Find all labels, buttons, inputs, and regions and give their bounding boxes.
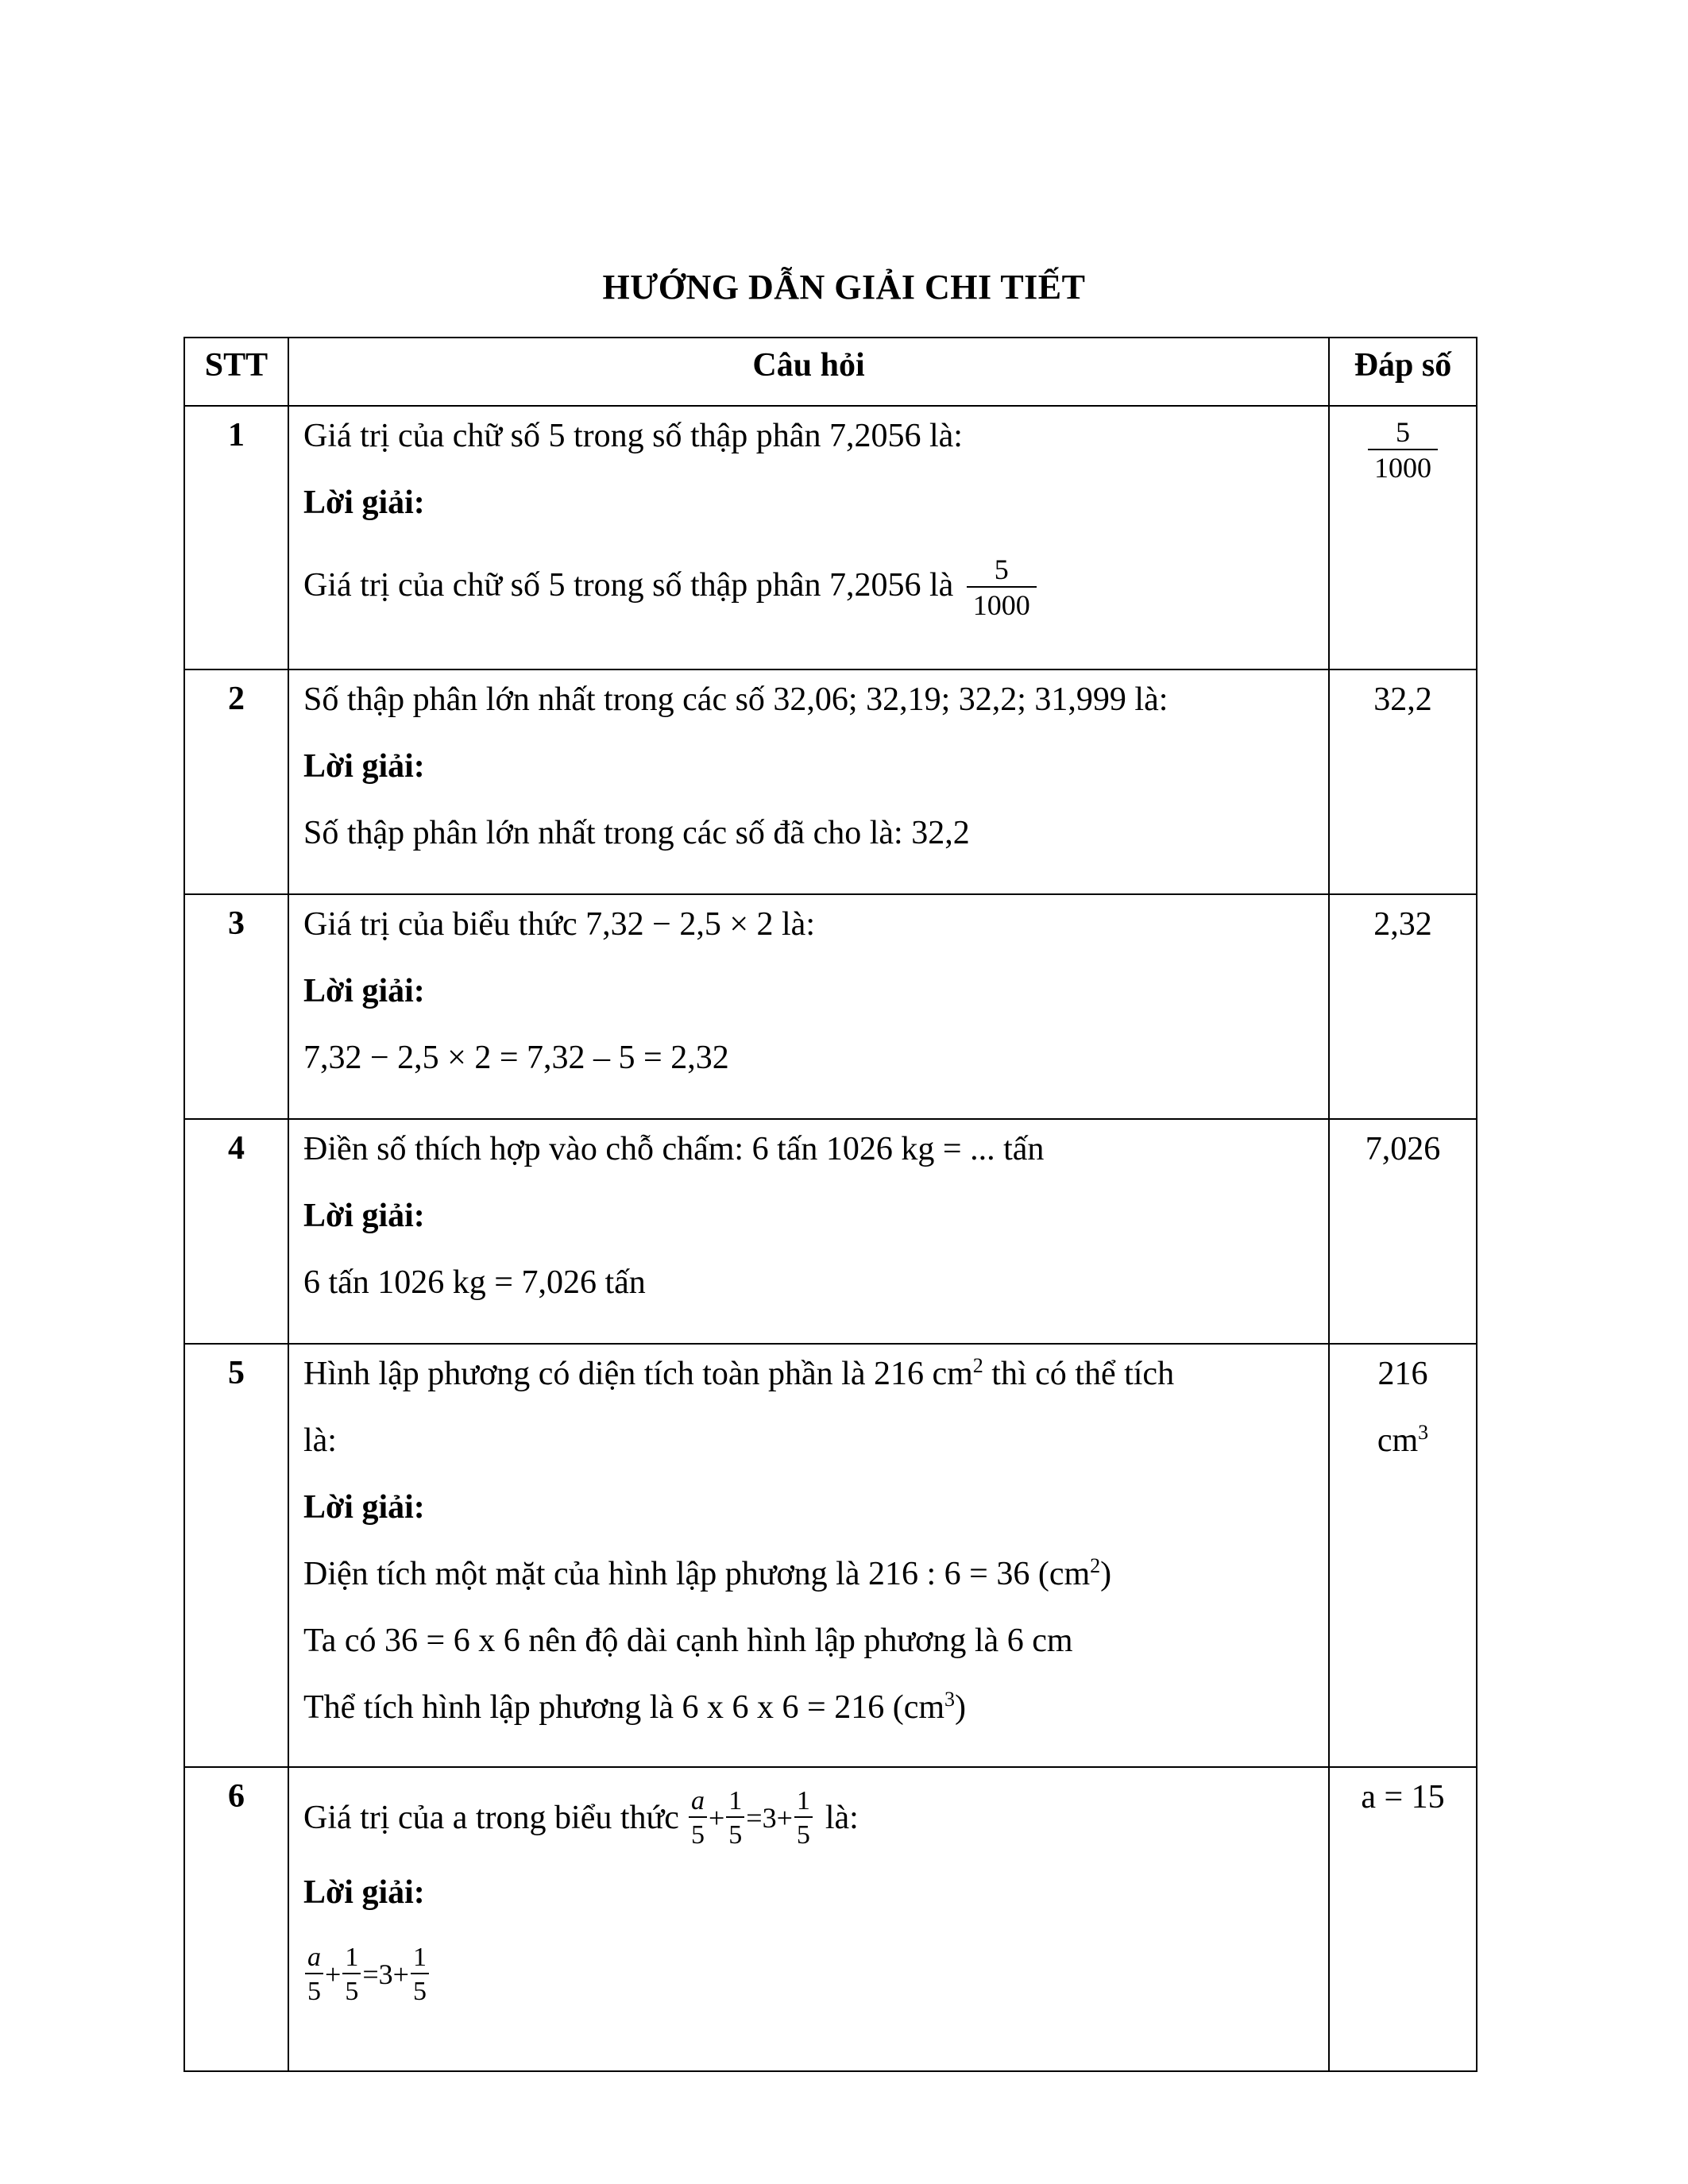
solution-equation: $\frac{a}{5}$ + $\frac{1}{5}$ = 3 + $\frac{1}{5}$ (303, 1935, 1317, 2014)
table-row (184, 1767, 1477, 2071)
solution-line: 7,32 − 2,5 × 2 = 7,32 – 5 = 2,32 (303, 1040, 729, 1076)
question-cell (288, 894, 1329, 1119)
solution-label: Lời giải: (303, 484, 425, 521)
question-cell (288, 1767, 1329, 2071)
solution-label: Lời giải: (303, 1489, 425, 1526)
solution-line: 6 tấn 1026 kg = 7,026 tấn (303, 1264, 646, 1301)
row-number: 1 (184, 406, 288, 669)
answer-cell: 216 $cm^3$ (1329, 1344, 1477, 1767)
question-cell (288, 1344, 1329, 1767)
table-row (184, 406, 1477, 669)
answer-cell: 7,026 (1329, 1119, 1477, 1344)
table-row (184, 1119, 1477, 1344)
answer-cell (1329, 406, 1477, 669)
page-title: HƯỚNG DẪN GIẢI CHI TIẾT (602, 268, 1086, 307)
solution-label: Lời giải: (303, 973, 425, 1009)
fraction: $\frac{5}{1000}$ (967, 554, 1037, 623)
solution-label: Lời giải: (303, 748, 425, 785)
question-text: Giá trị của biểu thức 7,32 − 2,5 × 2 là: (303, 906, 815, 943)
equation: $\frac{a}{5}$ + $\frac{1}{5}$ = 3 + $\frac{1}{5}$ (687, 1785, 814, 1850)
table-row (184, 1344, 1477, 1767)
solution-line: Ta có 36 = 6 x 6 nên độ dài cạnh hình lập phương là 6 cm (303, 1623, 1073, 1659)
question-cell (288, 1119, 1329, 1344)
row-number: 4 (184, 1119, 288, 1344)
question-text: Số thập phân lớn nhất trong các số 32,06; 32,19; 32,2; 31,999 là: (303, 681, 1168, 718)
answer-cell: a = 15 (1329, 1767, 1477, 2071)
question-text-cont: là: (303, 1422, 337, 1459)
solutions-table (183, 337, 1477, 2072)
table-row (184, 669, 1477, 894)
question-text: Điền số thích hợp vào chỗ chấm: 6 tấn 1026 kg = ... tấn (303, 1131, 1045, 1167)
solution-line: Thể tích hình lập phương là 6 x 6 x 6 = 216 $(cm^3)$ (303, 1688, 967, 1726)
question-cell (288, 669, 1329, 894)
table-row (184, 894, 1477, 1119)
row-number: 3 (184, 894, 288, 1119)
solution-line: Số thập phân lớn nhất trong các số đã cho là: 32,2 (303, 815, 970, 851)
row-number: 2 (184, 669, 288, 894)
answer-cell: 2,32 (1329, 894, 1477, 1119)
solution-line: Diện tích một mặt của hình lập phương là 216 : 6 = 36 $(cm^2)$ (303, 1554, 1112, 1592)
row-number: 6 (184, 1767, 288, 2071)
solution-line: Giá trị của chữ số 5 trong số thập phân 7,2056 là $\frac{5}{1000}$ (303, 550, 1317, 621)
question-text: Giá trị của a trong biểu thức $\frac{a}{5}$ + $\frac{1}{5}$ = 3 + $\frac{1}{5}$ là: (303, 1785, 859, 1850)
question-cell (288, 406, 1329, 669)
header-stt: STT (184, 338, 288, 406)
answer-cell: 32,2 (1329, 669, 1477, 894)
row-number: 5 (184, 1344, 288, 1767)
answer-fraction: $\frac{5}{1000}$ (1368, 416, 1438, 485)
question-text: Hình lập phương có diện tích toàn phần là 216 $cm^2$ thì có thể tích (303, 1354, 1175, 1392)
solution-label: Lời giải: (303, 1198, 425, 1234)
header-question: Câu hỏi (288, 338, 1329, 406)
header-answer: Đáp số (1329, 338, 1477, 406)
table-header-row (184, 338, 1477, 406)
question-text: Giá trị của chữ số 5 trong số thập phân 7,2056 là: (303, 418, 963, 454)
solution-label: Lời giải: (303, 1874, 425, 1911)
